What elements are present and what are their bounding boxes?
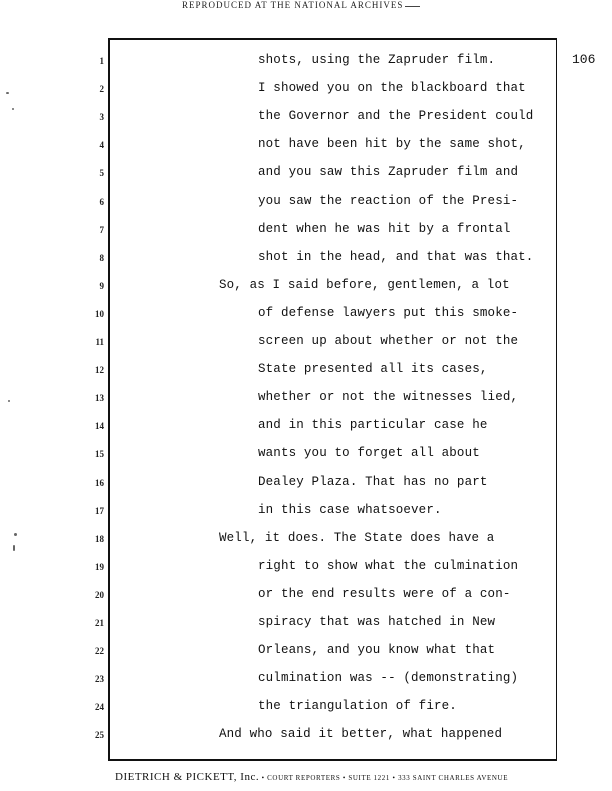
- archive-stamp-text: REPRODUCED AT THE NATIONAL ARCHIVES: [182, 0, 404, 10]
- transcript-line: wants you to forget all about: [258, 446, 480, 461]
- line-number: 9: [99, 280, 104, 291]
- scan-speck: [8, 400, 10, 402]
- transcript-line: of defense lawyers put this smoke-: [258, 305, 519, 320]
- line-number: 5: [99, 168, 104, 179]
- line-number: 20: [95, 589, 104, 600]
- line-number: 25: [95, 730, 104, 741]
- transcript-line: dent when he was hit by a frontal: [258, 221, 511, 236]
- line-number: 13: [95, 393, 104, 404]
- scan-speck: [14, 533, 17, 536]
- transcript-line: culmination was -- (demonstrating): [258, 671, 519, 686]
- footer-separator: •: [342, 774, 346, 782]
- line-number: 23: [95, 674, 104, 685]
- archive-stamp-header: [180, 0, 420, 12]
- transcript-line: whether or not the witnesses lied,: [258, 390, 519, 405]
- line-number: 8: [99, 252, 104, 263]
- line-number: 24: [95, 702, 104, 713]
- transcript-line: And who said it better, what happened: [219, 727, 503, 742]
- transcript-line: not have been hit by the same shot,: [258, 137, 526, 152]
- transcript-line: Well, it does. The State does have a: [219, 530, 495, 545]
- line-number: 15: [95, 449, 104, 460]
- scan-speck: [12, 108, 14, 110]
- transcript-line: So, as I said before, gentlemen, a lot: [219, 277, 510, 292]
- transcript-line: shots, using the Zapruder film.: [258, 53, 496, 67]
- line-number: 16: [95, 477, 104, 488]
- transcript-line: Orleans, and you know what that: [258, 643, 496, 658]
- transcript-line: Dealey Plaza. That has no part: [258, 474, 488, 489]
- line-number: 18: [95, 533, 104, 544]
- footer-separator: •: [261, 774, 265, 782]
- transcript-line: you saw the reaction of the Presi-: [258, 193, 519, 208]
- transcript-line: and you saw this Zapruder film and: [258, 165, 519, 180]
- line-number: 4: [99, 140, 104, 151]
- line-number: 14: [95, 421, 104, 432]
- transcript-line: State presented all its cases,: [258, 362, 488, 377]
- line-number: 7: [99, 224, 104, 235]
- transcript-line: and in this particular case he: [258, 418, 488, 433]
- line-number: 19: [95, 561, 104, 572]
- footer-firm: DIETRICH & PICKETT, Inc.: [115, 771, 260, 783]
- transcript-line: in this case whatsoever.: [258, 502, 442, 517]
- line-number: 11: [95, 337, 104, 347]
- line-number: 21: [95, 618, 104, 628]
- footer-separator: •: [392, 774, 396, 782]
- line-number: 17: [95, 505, 104, 516]
- transcript-line: the triangulation of fire.: [258, 699, 457, 714]
- footer-court-reporters: COURT REPORTERS: [267, 774, 341, 782]
- line-number: 3: [99, 112, 104, 123]
- transcript-line: right to show what the culmination: [258, 558, 519, 573]
- line-number: 2: [99, 84, 104, 95]
- transcript-line: shot in the head, and that was that.: [258, 249, 534, 264]
- page-number: 106: [572, 52, 596, 67]
- line-number: 22: [95, 646, 104, 657]
- transcript-line: spiracy that was hatched in New: [258, 615, 496, 629]
- footer-address: 333 SAINT CHARLES AVENUE: [398, 774, 509, 782]
- transcript-line: I showed you on the blackboard that: [258, 81, 526, 96]
- transcript-line: the Governor and the President could: [258, 109, 534, 124]
- transcript-line: or the end results were of a con-: [258, 586, 511, 601]
- scan-speck: [13, 545, 15, 551]
- footer-suite: SUITE 1221: [348, 774, 390, 782]
- transcript-line: screen up about whether or not the: [258, 334, 519, 348]
- line-number: 1: [99, 56, 104, 66]
- line-number: 10: [95, 308, 104, 319]
- line-number: 12: [95, 365, 104, 376]
- scan-speck: [6, 92, 9, 94]
- page-footer: [115, 771, 575, 783]
- line-number: 6: [99, 196, 104, 207]
